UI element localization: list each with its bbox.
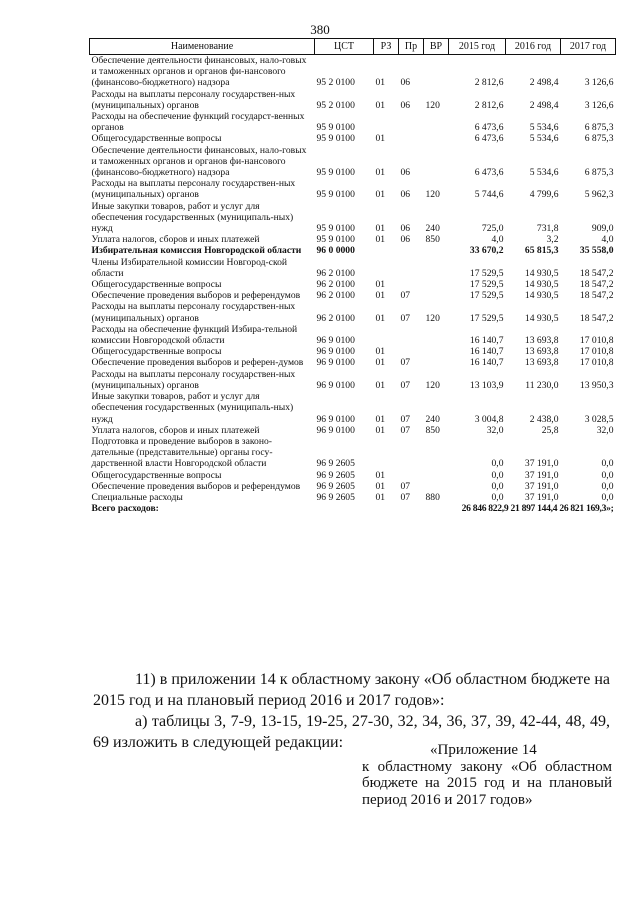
- table-row: [90, 89, 616, 111]
- table-cell-vr: [424, 481, 449, 492]
- table-cell-cst: 95 2 0100: [316, 77, 355, 89]
- table-cell-rz: 01: [375, 480, 386, 492]
- table-cell-y2016: 65 815,3: [524, 245, 559, 257]
- appendix-block: [362, 742, 612, 808]
- table-cell-pr: [399, 245, 424, 256]
- table-cell-y2016: 13 693,8: [524, 357, 559, 369]
- table-cell-vr: 240: [425, 413, 440, 425]
- table-cell-y2017: 0,0: [601, 491, 614, 503]
- table-row: [90, 346, 616, 357]
- table-cell-y2017: 3 126,6: [584, 99, 614, 111]
- table-cell-rz: 01: [375, 491, 386, 503]
- table-cell-name: Обеспечение деятельности финансовых, нало-говых и таможенных органов и органов фи-нансового (финансово-бюджетного) надзора: [91, 144, 307, 179]
- table-cell-y2017: 0,0: [601, 480, 614, 492]
- table-cell-y2016: 13 693,8: [524, 335, 559, 347]
- table-cell-y2015: 5 744,6: [474, 189, 504, 201]
- table-cell-cst: 95 9 0100: [316, 189, 355, 201]
- table-cell-vr: 120: [425, 312, 440, 324]
- table-cell-rz: 01: [375, 223, 386, 235]
- table-cell-cst: 95 2 0100: [316, 99, 355, 111]
- table-cell-vr: [424, 470, 449, 481]
- table-cell-y2015: 17 529,5: [469, 279, 504, 291]
- table-cell-cst: 96 9 0100: [316, 379, 355, 391]
- table-cell-y2016: 14 930,5: [524, 290, 559, 302]
- table-row: [90, 324, 616, 346]
- table-row: [90, 357, 616, 368]
- table-cell-y2015: 16 140,7: [469, 335, 504, 347]
- table-cell-y2017: 5 962,3: [584, 189, 614, 201]
- table-cell-y2015: 0,0: [491, 458, 504, 470]
- paragraph-11: [93, 669, 610, 711]
- table-cell-vr: [424, 290, 449, 301]
- total-label: Всего расходов:: [91, 503, 159, 515]
- table-cell-rz: 01: [375, 99, 386, 111]
- table-cell-pr: 07: [400, 480, 411, 492]
- table-cell-y2017: 18 547,2: [579, 312, 614, 324]
- table-cell-pr: [399, 346, 424, 357]
- table-row: [90, 245, 616, 256]
- table-row: [90, 301, 616, 323]
- table-cell-y2016: 3,2: [546, 234, 559, 246]
- table-header-cell: ВР: [424, 39, 449, 55]
- table-cell-pr: 07: [400, 413, 411, 425]
- table-cell-cst: 96 9 2605: [316, 480, 355, 492]
- table-cell-pr: 06: [400, 234, 411, 246]
- table-cell-name: Расходы на обеспечение функций Избира-тельной комиссии Новгородской области: [91, 323, 298, 347]
- table-cell-y2015: 0,0: [491, 469, 504, 481]
- table-cell-y2015: 17 529,5: [469, 267, 504, 279]
- table-cell-y2017: 17 010,8: [579, 346, 614, 358]
- table-cell-y2016: 2 498,4: [529, 99, 559, 111]
- table-cell-name: Обеспечение проведения выборов и референдумов: [91, 290, 301, 302]
- table-cell-y2017: 0,0: [601, 469, 614, 481]
- table-cell-y2017: 18 547,2: [579, 279, 614, 291]
- table-cell-y2015: 16 140,7: [469, 346, 504, 358]
- paragraph-a-text: а) таблицы 3, 7-9, 13-15, 19-25, 27-30, 32, 34, 36, 37, 39, 42-44, 48, 49, 69 изложить в следующей редакции:: [93, 713, 610, 751]
- table-cell-name: Обеспечение проведения выборов и референдумов: [91, 480, 301, 492]
- table-cell-name: Расходы на выплаты персоналу государствен-ных (муниципальных) органов: [91, 368, 296, 391]
- table-cell-vr: 120: [425, 189, 440, 201]
- table-cell-y2017: 13 950,3: [579, 379, 614, 391]
- table-cell-vr: 120: [425, 379, 440, 391]
- table-cell-rz: 01: [375, 234, 386, 246]
- table-cell-rz: 01: [375, 357, 386, 369]
- table-cell-name: Общегосударственные вопросы: [91, 469, 222, 481]
- table-cell-y2016: 37 191,0: [524, 480, 559, 492]
- table-cell-pr: 06: [400, 167, 411, 179]
- table-cell-y2015: 32,0: [486, 424, 504, 436]
- table-cell-rz: 01: [375, 413, 386, 425]
- table-cell-vr: 850: [425, 424, 440, 436]
- table-cell-name: Общегосударственные вопросы: [91, 279, 222, 291]
- table-cell-y2017: 0,0: [601, 458, 614, 470]
- table-cell-vr: 120: [425, 99, 440, 111]
- table-row: [90, 257, 616, 279]
- table-cell-name: Уплата налогов, сборов и иных платежей: [91, 234, 260, 246]
- table-row: [90, 55, 616, 89]
- table-cell-pr: [399, 470, 424, 481]
- table-cell-y2015: 2 812,6: [474, 77, 504, 89]
- table-cell-pr: 06: [400, 77, 411, 89]
- table-cell-cst: 96 2 0100: [316, 290, 355, 302]
- table-cell-name: Иные закупки товаров, работ и услуг для обеспечения государственных (муниципаль-ных) нужд: [91, 391, 294, 425]
- table-cell-cst: 96 9 0100: [316, 357, 355, 369]
- table-cell-vr: [424, 111, 449, 133]
- table-cell-name: Расходы на выплаты персоналу государствен-ных (муниципальных) органов: [91, 88, 296, 111]
- table-cell-name: Общегосударственные вопросы: [91, 133, 222, 145]
- table-header-cell: 2016 год: [506, 39, 561, 55]
- table-cell-y2016: 5 534,6: [529, 122, 559, 134]
- table-cell-vr: 880: [425, 491, 440, 503]
- table-cell-vr: 240: [425, 223, 440, 235]
- table-cell-y2016: 14 930,5: [524, 279, 559, 291]
- table-row: [90, 369, 616, 391]
- table-cell-name: Расходы на выплаты персоналу государствен-ных (муниципальных) органов: [91, 178, 296, 201]
- table-cell-y2017: 18 547,2: [579, 290, 614, 302]
- table-header-cell: 2017 год: [561, 39, 616, 55]
- table-cell-rz: 01: [375, 290, 386, 302]
- table-cell-vr: 850: [425, 234, 440, 246]
- table-cell-y2016: 37 191,0: [524, 469, 559, 481]
- total-values: 26 846 822,9 21 897 144,4 26 821 169,3»;: [461, 503, 614, 515]
- table-cell-rz: 01: [375, 279, 386, 291]
- table-cell-rz: 01: [375, 167, 386, 179]
- table-cell-name: Расходы на обеспечение функций государст-венных органов: [91, 111, 305, 134]
- table-cell-rz: 01: [375, 189, 386, 201]
- table-row: [90, 425, 616, 436]
- table-cell-rz: [374, 245, 399, 256]
- table-cell-y2015: 6 473,6: [474, 133, 504, 145]
- paragraph-11-text: 11) в приложении 14 к областному закону «Об областном бюджете на 2015 год и на плановый период 2016 и 2017 годов»:: [93, 671, 610, 709]
- table-cell-pr: 07: [400, 357, 411, 369]
- table-cell-y2016: 14 930,5: [524, 312, 559, 324]
- table-cell-vr: [424, 55, 449, 89]
- table-cell-rz: [374, 257, 399, 279]
- table-cell-y2017: 17 010,8: [579, 335, 614, 347]
- table-cell-vr: [424, 133, 449, 144]
- table-cell-cst: 96 2 0100: [316, 312, 355, 324]
- table-cell-y2015: 13 103,9: [469, 379, 504, 391]
- table-cell-y2016: 37 191,0: [524, 491, 559, 503]
- appendix-heading: «Приложение 14: [430, 742, 537, 758]
- table-cell-pr: [399, 133, 424, 144]
- table-cell-y2015: 3 004,8: [474, 413, 504, 425]
- table-row: [90, 201, 616, 235]
- table-cell-rz: 01: [375, 133, 386, 145]
- table-header-row: [90, 39, 616, 55]
- table-cell-vr: [424, 245, 449, 256]
- table-cell-pr: 07: [400, 424, 411, 436]
- table-row: [90, 470, 616, 481]
- table-cell-y2017: 35 558,0: [579, 245, 614, 257]
- table-cell-vr: [424, 145, 449, 179]
- page-number: 380: [310, 22, 330, 37]
- table-cell-pr: [399, 279, 424, 290]
- table-cell-y2016: 11 230,0: [525, 379, 559, 391]
- table-cell-rz: 01: [375, 346, 386, 358]
- table-cell-vr: [424, 279, 449, 290]
- table-cell-cst: 96 9 2605: [316, 491, 355, 503]
- table-cell-name: Обеспечение проведения выборов и референ-думов: [91, 357, 304, 369]
- table-cell-y2015: 4,0: [491, 234, 504, 246]
- table-cell-y2016: 2 498,4: [529, 77, 559, 89]
- table-cell-rz: 01: [375, 77, 386, 89]
- table-cell-cst: 96 2 0100: [316, 279, 355, 291]
- table-header-cell: Пр: [399, 39, 424, 55]
- table-cell-y2016: 5 534,6: [529, 167, 559, 179]
- table-header-cell: ЦСТ: [315, 39, 374, 55]
- table-row: [90, 133, 616, 144]
- table-cell-y2016: 5 534,6: [529, 133, 559, 145]
- table-header-cell: Наименование: [90, 39, 315, 55]
- table-cell-cst: 96 9 2605: [316, 458, 355, 470]
- table-cell-cst: 96 9 0100: [316, 424, 355, 436]
- table-cell-y2015: 725,0: [481, 223, 504, 235]
- table-row: [90, 178, 616, 200]
- table-cell-cst: 95 9 0100: [316, 122, 355, 134]
- table-cell-y2016: 4 799,6: [529, 189, 559, 201]
- table-cell-y2015: 2 812,6: [474, 99, 504, 111]
- total-row: [90, 503, 616, 514]
- table-cell-y2016: 14 930,5: [524, 267, 559, 279]
- table-cell-vr: [424, 257, 449, 279]
- table-cell-pr: [399, 324, 424, 346]
- table-cell-name: Уплата налогов, сборов и иных платежей: [91, 424, 260, 436]
- table-cell-vr: [424, 324, 449, 346]
- table-cell-name: Специальные расходы: [91, 491, 183, 503]
- table-cell-vr: [424, 357, 449, 368]
- table-cell-cst: 95 9 0100: [316, 223, 355, 235]
- table-cell-name: Подготовка и проведение выборов в законо-дательные (представительные) органы госу-дарственной власти Новгородской области: [91, 435, 273, 470]
- table-cell-y2015: 0,0: [491, 480, 504, 492]
- table-row: [90, 234, 616, 245]
- table-cell-rz: [374, 324, 399, 346]
- table-cell-y2016: 731,8: [536, 223, 559, 235]
- table-row: [90, 436, 616, 470]
- table-cell-y2015: 6 473,6: [474, 122, 504, 134]
- table-cell-pr: 07: [400, 312, 411, 324]
- table-cell-pr: 07: [400, 491, 411, 503]
- table-cell-y2015: 0,0: [491, 491, 504, 503]
- table-cell-rz: 01: [375, 424, 386, 436]
- table-cell-y2016: 2 438,0: [529, 413, 559, 425]
- table-cell-name: Общегосударственные вопросы: [91, 346, 222, 358]
- table-cell-rz: [374, 436, 399, 470]
- table-cell-y2016: 13 693,8: [524, 346, 559, 358]
- table-cell-pr: 07: [400, 290, 411, 302]
- table-cell-cst: 96 2 0100: [316, 267, 355, 279]
- table-cell-name: Обеспечение деятельности финансовых, нало-говых и таможенных органов и органов фи-нансового (финансово-бюджетного) надзора: [91, 55, 307, 89]
- table-cell-pr: 07: [400, 379, 411, 391]
- table-row: [90, 145, 616, 179]
- table-row: [90, 492, 616, 503]
- table-cell-cst: 96 9 0100: [316, 413, 355, 425]
- table-cell-y2017: 909,0: [591, 223, 614, 235]
- table-row: [90, 290, 616, 301]
- table-cell-pr: [399, 436, 424, 470]
- table-cell-rz: 01: [375, 469, 386, 481]
- table-cell-rz: 01: [375, 379, 386, 391]
- table-cell-y2015: 16 140,7: [469, 357, 504, 369]
- table-cell-y2017: 4,0: [601, 234, 614, 246]
- table-cell-y2015: 17 529,5: [469, 312, 504, 324]
- table-cell-name: Иные закупки товаров, работ и услуг для обеспечения государственных (муниципаль-ных) нужд: [91, 200, 294, 235]
- table-header-cell: 2015 год: [449, 39, 506, 55]
- table-row: [90, 391, 616, 425]
- table-cell-vr: [424, 436, 449, 470]
- table-cell-y2017: 32,0: [596, 424, 614, 436]
- budget-table: [89, 38, 616, 514]
- table-cell-pr: 06: [400, 223, 411, 235]
- table-cell-y2017: 6 875,3: [584, 133, 614, 145]
- table-cell-cst: 95 9 0100: [316, 133, 355, 145]
- table-row: [90, 279, 616, 290]
- table-cell-y2017: 6 875,3: [584, 122, 614, 134]
- table-cell-cst: 96 9 0100: [316, 346, 355, 358]
- table-header-cell: РЗ: [374, 39, 399, 55]
- appendix-body: к областному закону «Об областном бюджете на 2015 год и на плановый период 2016 и 2017 годов»: [362, 758, 612, 808]
- table-cell-name: Расходы на выплаты персоналу государствен-ных (муниципальных) органов: [91, 301, 296, 324]
- table-cell-rz: 01: [375, 312, 386, 324]
- table-cell-pr: [399, 257, 424, 279]
- table-cell-y2016: 37 191,0: [524, 458, 559, 470]
- table-cell-y2016: 25,8: [541, 424, 559, 436]
- table-cell-y2017: 3 126,6: [584, 77, 614, 89]
- table-cell-y2017: 18 547,2: [579, 267, 614, 279]
- table-cell-y2017: 17 010,8: [579, 357, 614, 369]
- table-row: [90, 481, 616, 492]
- table-body: [90, 55, 616, 515]
- table-cell-pr: [399, 111, 424, 133]
- table-cell-cst: 96 0 0000: [316, 245, 355, 257]
- table-cell-name: Избирательная комиссия Новгородской области: [91, 245, 302, 257]
- table-cell-cst: 95 9 0100: [316, 167, 355, 179]
- table-cell-cst: 95 9 0100: [316, 234, 355, 246]
- table-cell-rz: [374, 111, 399, 133]
- table-cell-vr: [424, 346, 449, 357]
- table-cell-cst: 96 9 2605: [316, 469, 355, 481]
- table-cell-y2017: 6 875,3: [584, 167, 614, 179]
- table-cell-y2015: 17 529,5: [469, 290, 504, 302]
- table-cell-y2017: 3 028,5: [584, 413, 614, 425]
- table-cell-pr: 06: [400, 189, 411, 201]
- table-cell-pr: 06: [400, 99, 411, 111]
- table-cell-cst: 96 9 0100: [316, 335, 355, 347]
- table-cell-y2015: 6 473,6: [474, 167, 504, 179]
- table-row: [90, 111, 616, 133]
- table-cell-y2015: 33 670,2: [469, 245, 504, 257]
- table-cell-name: Члены Избирательной комиссии Новгород-ской области: [91, 256, 288, 279]
